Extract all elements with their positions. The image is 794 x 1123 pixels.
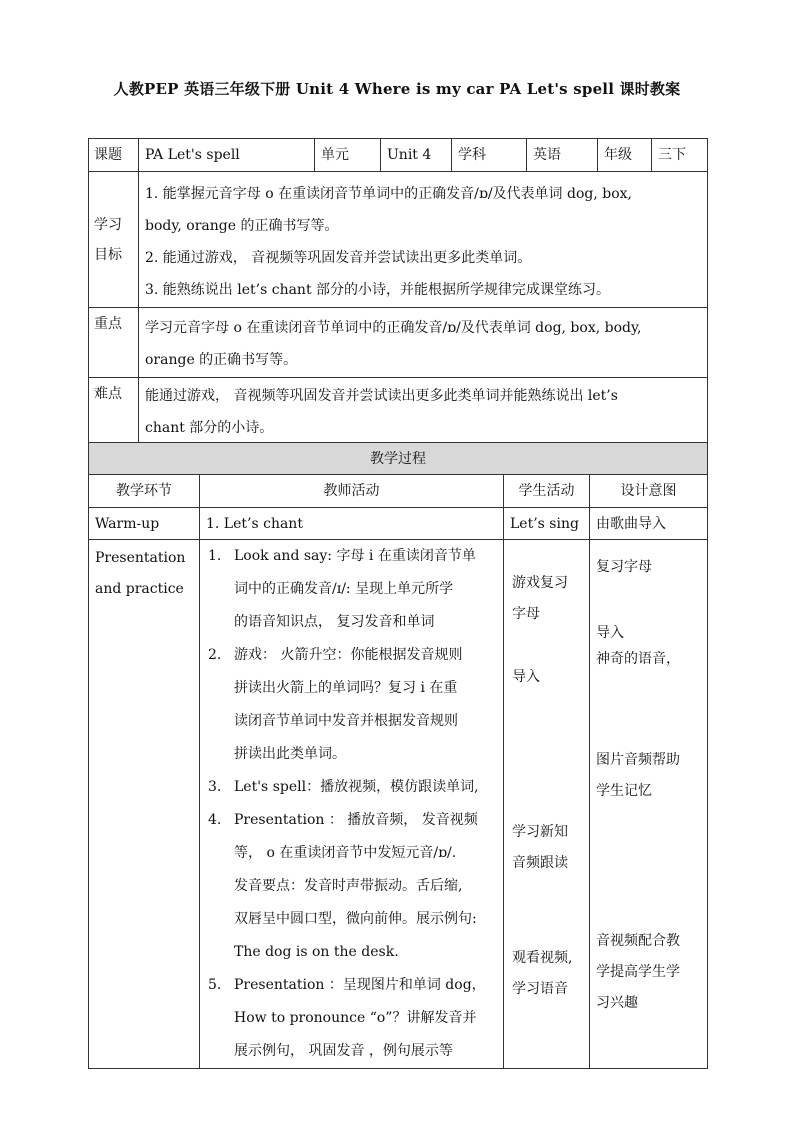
intent-block [596,552,652,583]
intent-line: 学生记忆 [596,783,652,799]
info-row [89,139,708,172]
intent-block [596,620,680,672]
item-line: Look and say: 字母 i 在重读闭音节单 [234,548,476,564]
difficulties-content [139,378,708,445]
process-header-row [89,475,708,508]
topic-label: 课题 [89,139,139,172]
student-block [512,568,568,630]
item-line: How to pronounce “o”？讲解发音并 [234,1010,477,1026]
item-line: 发音要点：发音时声带振动。舌后缩, [234,878,463,894]
intent-line: 图片音频帮助 [596,752,680,768]
item-number: 4. [208,812,222,828]
warmup-student: Let’s sing [504,508,590,540]
teacher-activity-list [208,540,497,1068]
difficulties-label: 难点 [89,378,139,445]
goal-line: 1. 能掌握元音字母 o 在重读闭音节单词中的正确发音/ɒ/及代表单词 dog, box, [145,185,632,202]
header-intent: 设计意图 [590,475,708,508]
item-line: Presentation ：呈现图片和单词 dog， [234,977,486,993]
student-line: 观看视频, [512,950,573,966]
item-line: Presentation ： 播放音频， 发音视频 [234,812,478,828]
unit-value: Unit 4 [381,139,452,172]
teaching-process-table [88,442,708,1069]
item-line: 双唇呈中圆口型，微向前伸。展示例句: [234,911,477,927]
goals-label [89,172,139,308]
header-stage: 教学环节 [89,475,200,508]
student-line: 字母 [512,606,540,622]
item-line: 的语音知识点， 复习发音和单词 [234,614,435,630]
key-points-row [89,308,708,378]
teacher-item [208,969,497,1068]
key-points-label: 重点 [89,308,139,378]
intent-line: 复习字母 [596,559,652,575]
item-line: 拼读出此类单词。 [234,746,346,762]
presentation-stage [89,540,200,1069]
presentation-row [89,540,708,1069]
lesson-info-table [88,138,708,445]
grade-value: 三下 [652,139,708,172]
stage-line2: and practice [95,581,184,597]
warmup-teacher: 1. Let’s chant [200,508,504,540]
item-line: The dog is on the desk. [234,944,399,960]
intent-line: 导入 [596,625,624,641]
intent-block [596,745,680,807]
item-line: 等， o 在重读闭音节中发短元音/ɒ/. [234,845,457,861]
presentation-intent [590,540,708,1069]
subject-label: 学科 [452,139,527,172]
student-line: 导入 [512,669,540,685]
teacher-item [208,804,497,969]
item-number: 3. [208,779,222,795]
intent-line: 学提高学生学 [596,964,680,980]
difficulty-line: chant 部分的小诗。 [145,420,274,436]
student-line: 音频跟读 [512,855,568,871]
item-number: 5. [208,977,222,993]
item-line: 展示例句， 巩固发音 ，例句展示等 [234,1043,453,1059]
header-student: 学生活动 [504,475,590,508]
goals-label-line2: 目标 [94,246,122,263]
student-block [512,817,568,879]
subject-value: 英语 [527,139,598,172]
grade-label: 年级 [598,139,652,172]
warmup-intent: 由歌曲导入 [590,508,708,540]
process-title-row [89,443,708,475]
intent-line: 音视频配合教 [596,933,680,949]
goals-label-line1: 学习 [94,216,122,233]
teacher-item [208,771,497,804]
student-line: 学习新知 [512,824,568,840]
key-point-line: orange 的正确书写等。 [145,352,298,368]
student-line: 学习语音 [512,981,568,997]
difficulties-row [89,378,708,445]
item-line: Let's spell：播放视频，模仿跟读单词, [234,779,479,795]
presentation-teacher [200,540,504,1069]
header-teacher: 教师活动 [200,475,504,508]
goal-line: 3. 能熟练说出 let’s chant 部分的小诗，并能根据所学规律完成课堂练习。 [145,281,611,298]
warmup-row [89,508,708,540]
page-title: 人教PEP 英语三年级下册 Unit 4 Where is my car PA Let's spell 课时教案 [113,80,681,98]
process-section-title: 教学过程 [89,443,708,475]
goals-content [139,172,708,308]
item-line: 词中的正确发音/ɪ/: 呈现上单元所学 [234,581,454,597]
unit-label: 单元 [315,139,381,172]
goals-row [89,172,708,308]
item-line: 拼读出火箭上的单词吗？复习 i 在重 [234,680,458,696]
teacher-item [208,639,497,771]
intent-block [596,926,680,1019]
item-line: 读闭音节单词中发音并根据发音规则 [234,713,458,729]
key-points-content [139,308,708,378]
student-block [512,943,572,1005]
difficulty-line: 能通过游戏， 音视频等巩固发音并尝试读出更多此类单词并能熟练说出 let’s [145,388,618,404]
item-number: 2. [208,647,222,663]
item-line: 游戏： 火箭升空：你能根据发音规则 [234,647,463,663]
intent-line: 习兴趣 [596,995,638,1011]
teacher-item [208,540,497,639]
student-block [512,662,540,693]
goal-line: body, orange 的正确书写等。 [145,217,339,234]
stage-line1: Presentation [95,550,186,566]
topic-value: PA Let's spell [139,139,315,172]
item-number: 1. [208,548,222,564]
key-point-line: 学习元音字母 o 在重读闭音节单词中的正确发音/ɒ/及代表单词 dog, box, body, [145,320,642,336]
warmup-stage: Warm-up [89,508,200,540]
presentation-student [504,540,590,1069]
intent-line: 神奇的语音， [596,651,680,667]
student-line: 游戏复习 [512,575,568,591]
goal-line: 2. 能通过游戏， 音视频等巩固发音并尝试读出更多此类单词。 [145,249,532,266]
